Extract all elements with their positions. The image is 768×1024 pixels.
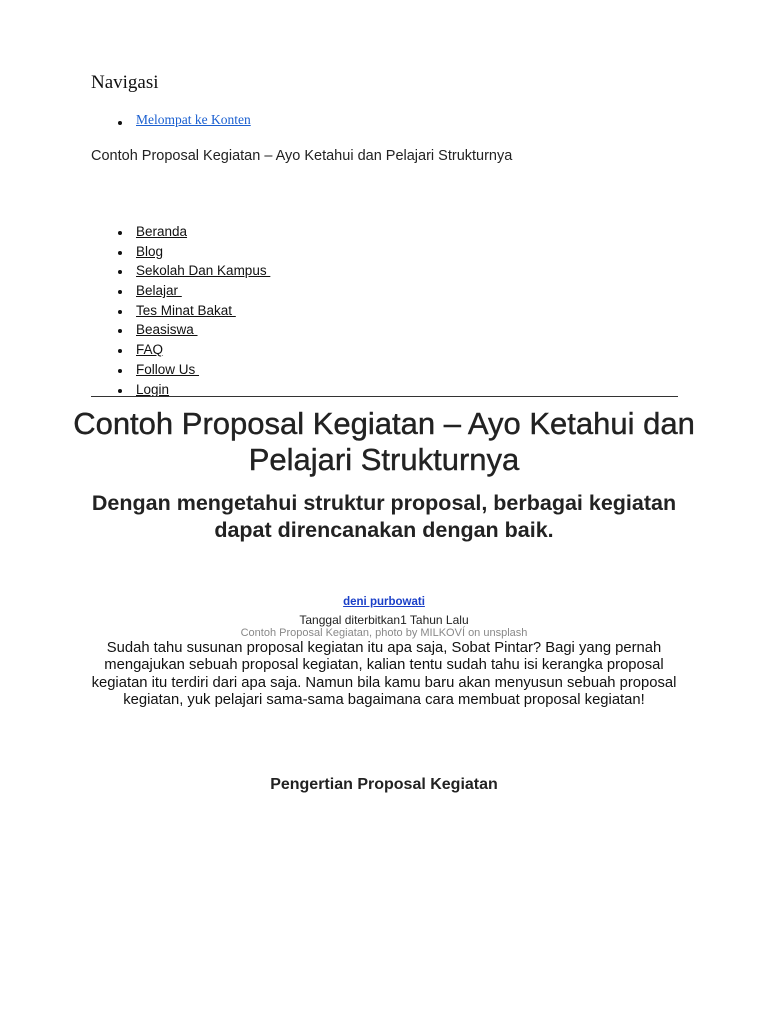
author-link[interactable]: deni purbowati (343, 596, 425, 608)
skip-link-list (118, 112, 251, 128)
list-item (118, 112, 251, 128)
menu-item (118, 261, 271, 281)
bullet-icon (118, 231, 122, 235)
bullet-icon (118, 389, 122, 393)
bullet-icon (118, 290, 122, 294)
bullet-icon (118, 121, 122, 125)
menu-item (118, 320, 252, 340)
publish-date: Tanggal diterbitkan1 Tahun Lalu (299, 613, 469, 627)
intro-paragraph: Sudah tahu susunan proposal kegiatan itu apa saja, Sobat Pintar? Bagi yang pernah mengajukan sebuah proposal kegiatan, kalian tentu sudah tahu isi kerangka proposal kegiatan itu terdiri dari apa saja. Namun bila kamu baru akan menyusun sebuah proposal kegiatan, yuk pelajari sama-sama bagaimana cara membuat proposal kegiatan! (91, 640, 677, 709)
menu-item (118, 301, 252, 321)
bullet-icon (118, 329, 122, 333)
section-heading: Pengertian Proposal Kegiatan (270, 776, 498, 793)
article-subtitle: Dengan mengetahui struktur proposal, berbagai kegiatan dapat direncanakan dengan baik. (91, 491, 677, 542)
bullet-icon (118, 369, 122, 373)
menu-item (118, 360, 252, 380)
menu-link-beranda[interactable]: Beranda (136, 224, 188, 239)
divider (91, 396, 678, 397)
menu-item (118, 281, 252, 301)
bullet-icon (118, 270, 122, 274)
site-title: Contoh Proposal Kegiatan – Ayo Ketahui dan Pelajari Strukturnya (91, 148, 513, 164)
skip-to-content-link[interactable]: Melompat ke Konten (136, 112, 251, 127)
author-line (0, 596, 768, 608)
menu-link-sekolah-dan-kampus[interactable]: Sekolah Dan Kampus (136, 263, 271, 279)
menu-link-belajar[interactable]: Belajar (136, 283, 182, 299)
menu-item (118, 242, 252, 262)
menu-link-faq[interactable]: FAQ (136, 342, 164, 358)
menu-item (118, 340, 252, 360)
article-title: Contoh Proposal Kegiatan – Ayo Ketahui dan Pelajari Strukturnya (73, 406, 695, 477)
menu-link-beasiswa[interactable]: Beasiswa (136, 322, 198, 338)
menu-link-follow-us[interactable]: Follow Us (136, 361, 200, 377)
main-menu (118, 222, 271, 399)
bullet-icon (118, 349, 122, 353)
menu-item (118, 222, 252, 242)
image-caption: Contoh Proposal Kegiatan, photo by MILKOVÍ on unsplash (240, 627, 528, 639)
menu-link-blog[interactable]: Blog (136, 243, 164, 259)
menu-link-login[interactable]: Login (136, 381, 170, 397)
menu-link-tes-minat-bakat[interactable]: Tes Minat Bakat (136, 302, 236, 318)
bullet-icon (118, 310, 122, 314)
bullet-icon (118, 251, 122, 255)
navigation-heading: Navigasi (91, 72, 159, 93)
